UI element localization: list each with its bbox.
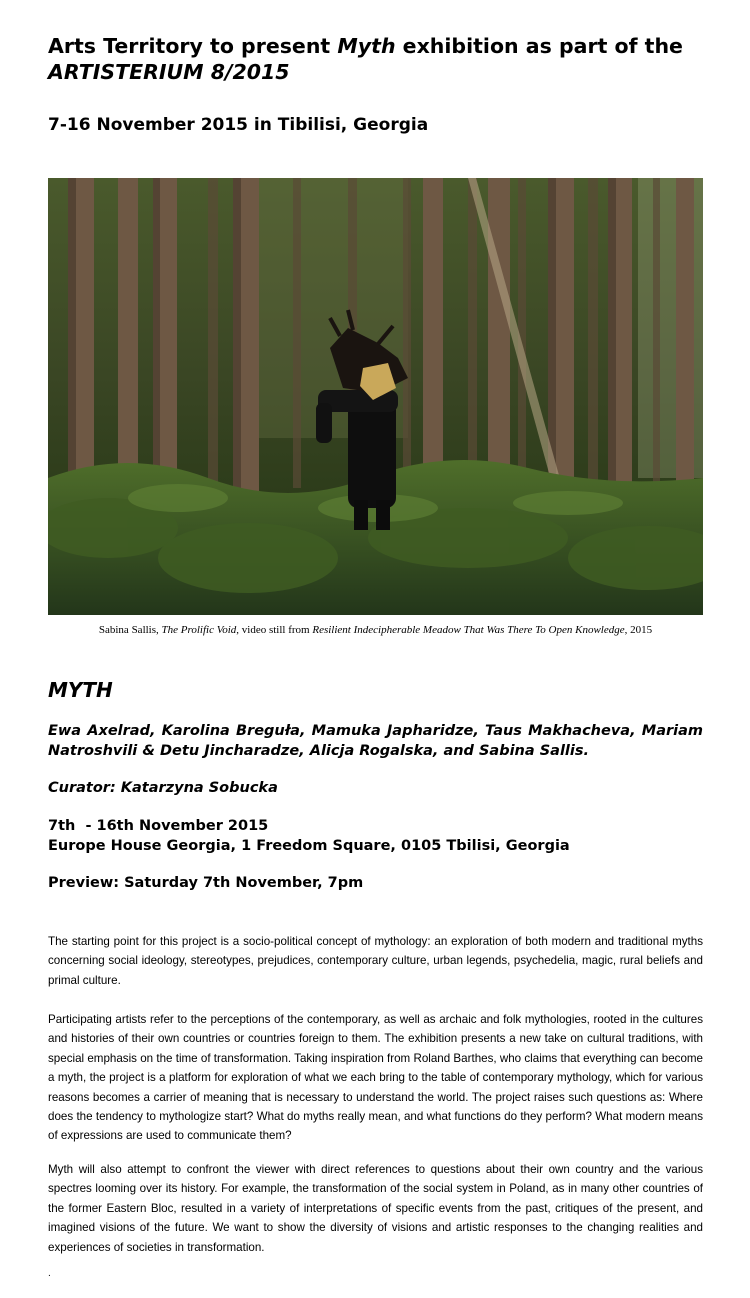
forest-photo (48, 178, 703, 615)
exhibition-dates (48, 816, 570, 856)
caption-source-title: Resilient Indecipherable Meadow That Was There To Open Knowledge (312, 624, 625, 636)
artist-list: Ewa Axelrad, Karolina Breguła, Mamuka Japharidze, Taus Makhacheva, Mariam Natroshvili & Detu Jincharadze, Alicja Rogalska, and Sabina Sallis. (48, 723, 703, 759)
headline (48, 33, 703, 85)
venue-address: Europe House Georgia, 1 Freedom Square, 0105 Tbilisi, Georgia (48, 838, 570, 854)
dates-range: 7th - 16th November 2015 (48, 818, 269, 834)
paragraph-2: Participating artists refer to the perceptions of the contemporary, as well as archaic and folk mythologies, rooted in the cultures and histories of their own countries or countries foreign to them. The exhibition presents a new take on cultural traditions, with special emphasis on the time of transformation. Taking inspiration from Roland Barthes, who claims that everything can become a myth, the project is a platform for exploration of what we each bring to the table of contemporary mythology, which for various reasons becomes a carrier of meaning that is necessary to understand the world. The project raises such questions as: Where does the tendency to mythologize start? What do myths really mean, and what functions do they perform? What modern means of expressions are used to communicate them? (48, 1013, 703, 1143)
paragraph-1: The starting point for this project is a socio-political concept of mythology: an exploration of both modern and traditional myths concerning social ideology, stereotypes, prejudices, contemporary culture, urban legends, psychedelia, magic, rural beliefs and primal culture. (48, 935, 703, 987)
trailing-mark: . (48, 1268, 51, 1279)
headline-text-1: Arts Territory to present (48, 34, 338, 58)
event-dates-location: 7-16 November 2015 in Tibilisi, Georgia (48, 115, 429, 135)
photo-caption (48, 622, 703, 638)
headline-artisterium: ARTISTERIUM 8/2015 (48, 60, 290, 84)
exhibition-title: MYTH (48, 678, 113, 702)
caption-work-title: The Prolific Void (161, 624, 237, 636)
preview-info: Preview: Saturday 7th November, 7pm (48, 875, 364, 891)
headline-text-2: exhibition as part of the (395, 34, 683, 58)
headline-myth: Myth (337, 34, 396, 58)
caption-year: , 2015 (624, 624, 653, 636)
curator: Curator: Katarzyna Sobucka (48, 780, 278, 796)
paragraph-3: Myth will also attempt to confront the viewer with direct references to questions about their own country and the various spectres looming over its history. For example, the transformation of the social system in Poland, as in many other countries of the former Eastern Bloc, resulted in a variety of interpretations of specific events from the past, critiques of the present, and imagined visions of the future. We want to show the diversity of visions and artistic responses to the changing realities and experiences of societies in transformation. (48, 1163, 703, 1254)
caption-artist: Sabina Sallis, (98, 624, 162, 636)
caption-middle: , video still from (236, 624, 313, 636)
